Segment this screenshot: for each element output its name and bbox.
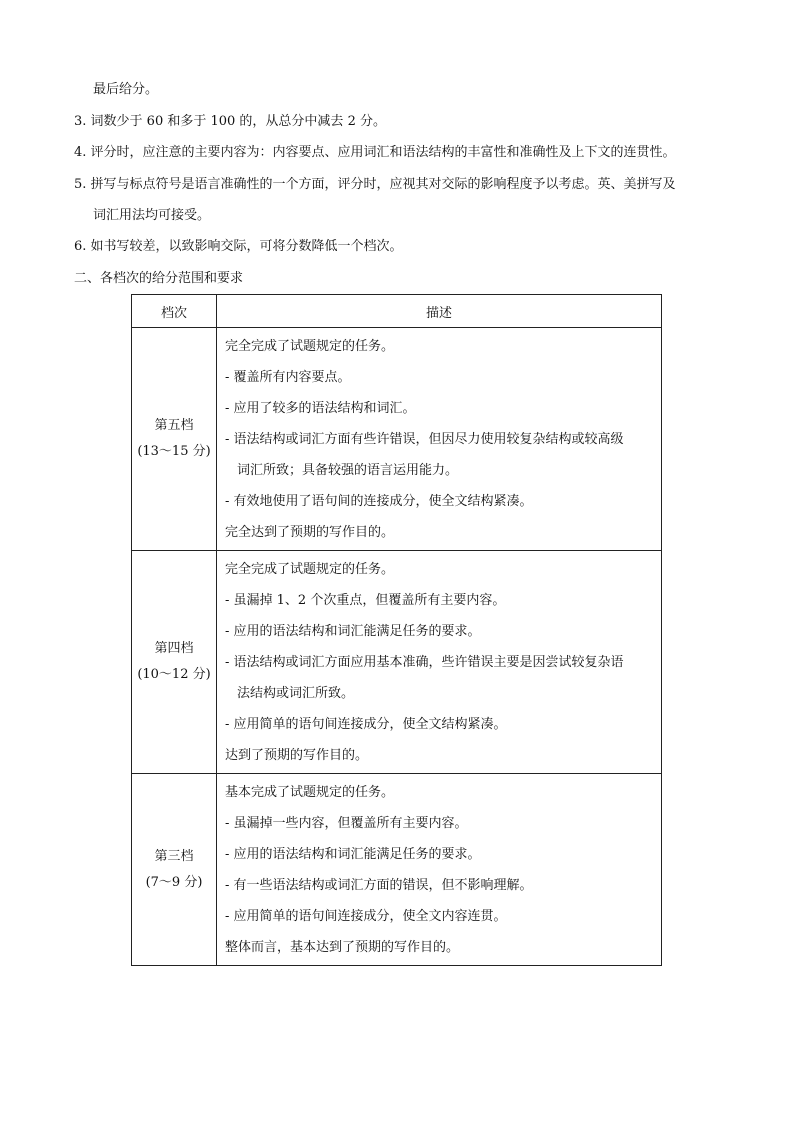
rule-continuation: 最后给分。 [93,82,159,97]
rule-number: 3. [74,114,87,129]
rule-text: 评分时，应注意的主要内容为：内容要点、应用词汇和语法结构的丰富性和准确性及上下文的连贯性。 [90,145,676,160]
table-row [132,328,662,551]
description-line: - 应用的语法结构和词汇能满足任务的要求。 [225,624,481,639]
rule-text: 词数少于 60 和多于 100 的，从总分中减去 2 分。 [90,114,386,129]
rule-number: 4. [74,145,87,160]
rule-text: 拼写与标点符号是语言准确性的一个方面，评分时，应视其对交际的影响程度予以考虑。英、美拼写及 [90,177,676,192]
description-line: - 语法结构或词汇方面有些许错误，但因尽力使用较复杂结构或较高级 [225,432,624,447]
table-row [132,774,662,966]
level-cell [132,328,217,551]
level-name: 第四档 [154,641,194,656]
description-line: 法结构或词汇所致。 [237,686,355,701]
description-line: 基本完成了试题规定的任务。 [225,785,395,800]
rule-5 [74,175,676,195]
rule-text: 如书写较差，以致影响交际，可将分数降低一个档次。 [90,239,403,254]
level-cell [132,551,217,774]
column-header-level: 档次 [132,295,217,328]
description-line: - 应用简单的语句间连接成分，使全文内容连贯。 [225,909,507,924]
section-heading: 二、各档次的给分范围和要求 [74,271,244,286]
description-line: - 虽漏掉一些内容，但覆盖所有主要内容。 [225,816,468,831]
rule-number: 6. [74,239,87,254]
description-line: 词汇所致；具备较强的语言运用能力。 [237,463,459,478]
score-range: (13～15 分) [137,444,211,459]
description-line: - 有一些语法结构或词汇方面的错误，但不影响理解。 [225,878,533,893]
description-line: 完全达到了预期的写作目的。 [225,525,395,540]
level-name: 第五档 [154,418,194,433]
level-cell [132,774,217,966]
description-line: - 应用简单的语句间连接成分，使全文结构紧凑。 [225,717,507,732]
description-line: - 语法结构或词汇方面应用基本准确，些许错误主要是因尝试较复杂语 [225,655,624,670]
level-name: 第三档 [154,848,194,864]
rule-6 [74,237,403,257]
description-line: - 应用了较多的语法结构和词汇。 [225,401,416,416]
rule-number: 5. [74,177,87,192]
description-cell [217,328,662,551]
table-row [132,551,662,774]
description-line: - 应用的语法结构和词汇能满足任务的要求。 [225,847,481,862]
description-line: - 覆盖所有内容要点。 [225,370,351,385]
rule-5-continuation: 词汇用法均可接受。 [93,208,211,223]
description-cell [217,551,662,774]
table-header-row [132,295,662,328]
score-range: (10～12 分) [137,667,211,682]
column-header-description: 描述 [217,295,662,328]
score-range: (7～9 分) [145,874,203,890]
description-line: 完全完成了试题规定的任务。 [225,562,395,577]
grading-table [131,294,662,966]
rule-4 [74,143,676,163]
description-line: 整体而言，基本达到了预期的写作目的。 [225,940,460,955]
description-line: - 虽漏掉 1、2 个次重点，但覆盖所有主要内容。 [225,593,506,608]
description-line: 完全完成了试题规定的任务。 [225,339,395,354]
description-cell [217,774,662,966]
description-line: 达到了预期的写作目的。 [225,748,369,763]
rule-3 [74,112,386,132]
description-line: - 有效地使用了语句间的连接成分，使全文结构紧凑。 [225,494,533,509]
